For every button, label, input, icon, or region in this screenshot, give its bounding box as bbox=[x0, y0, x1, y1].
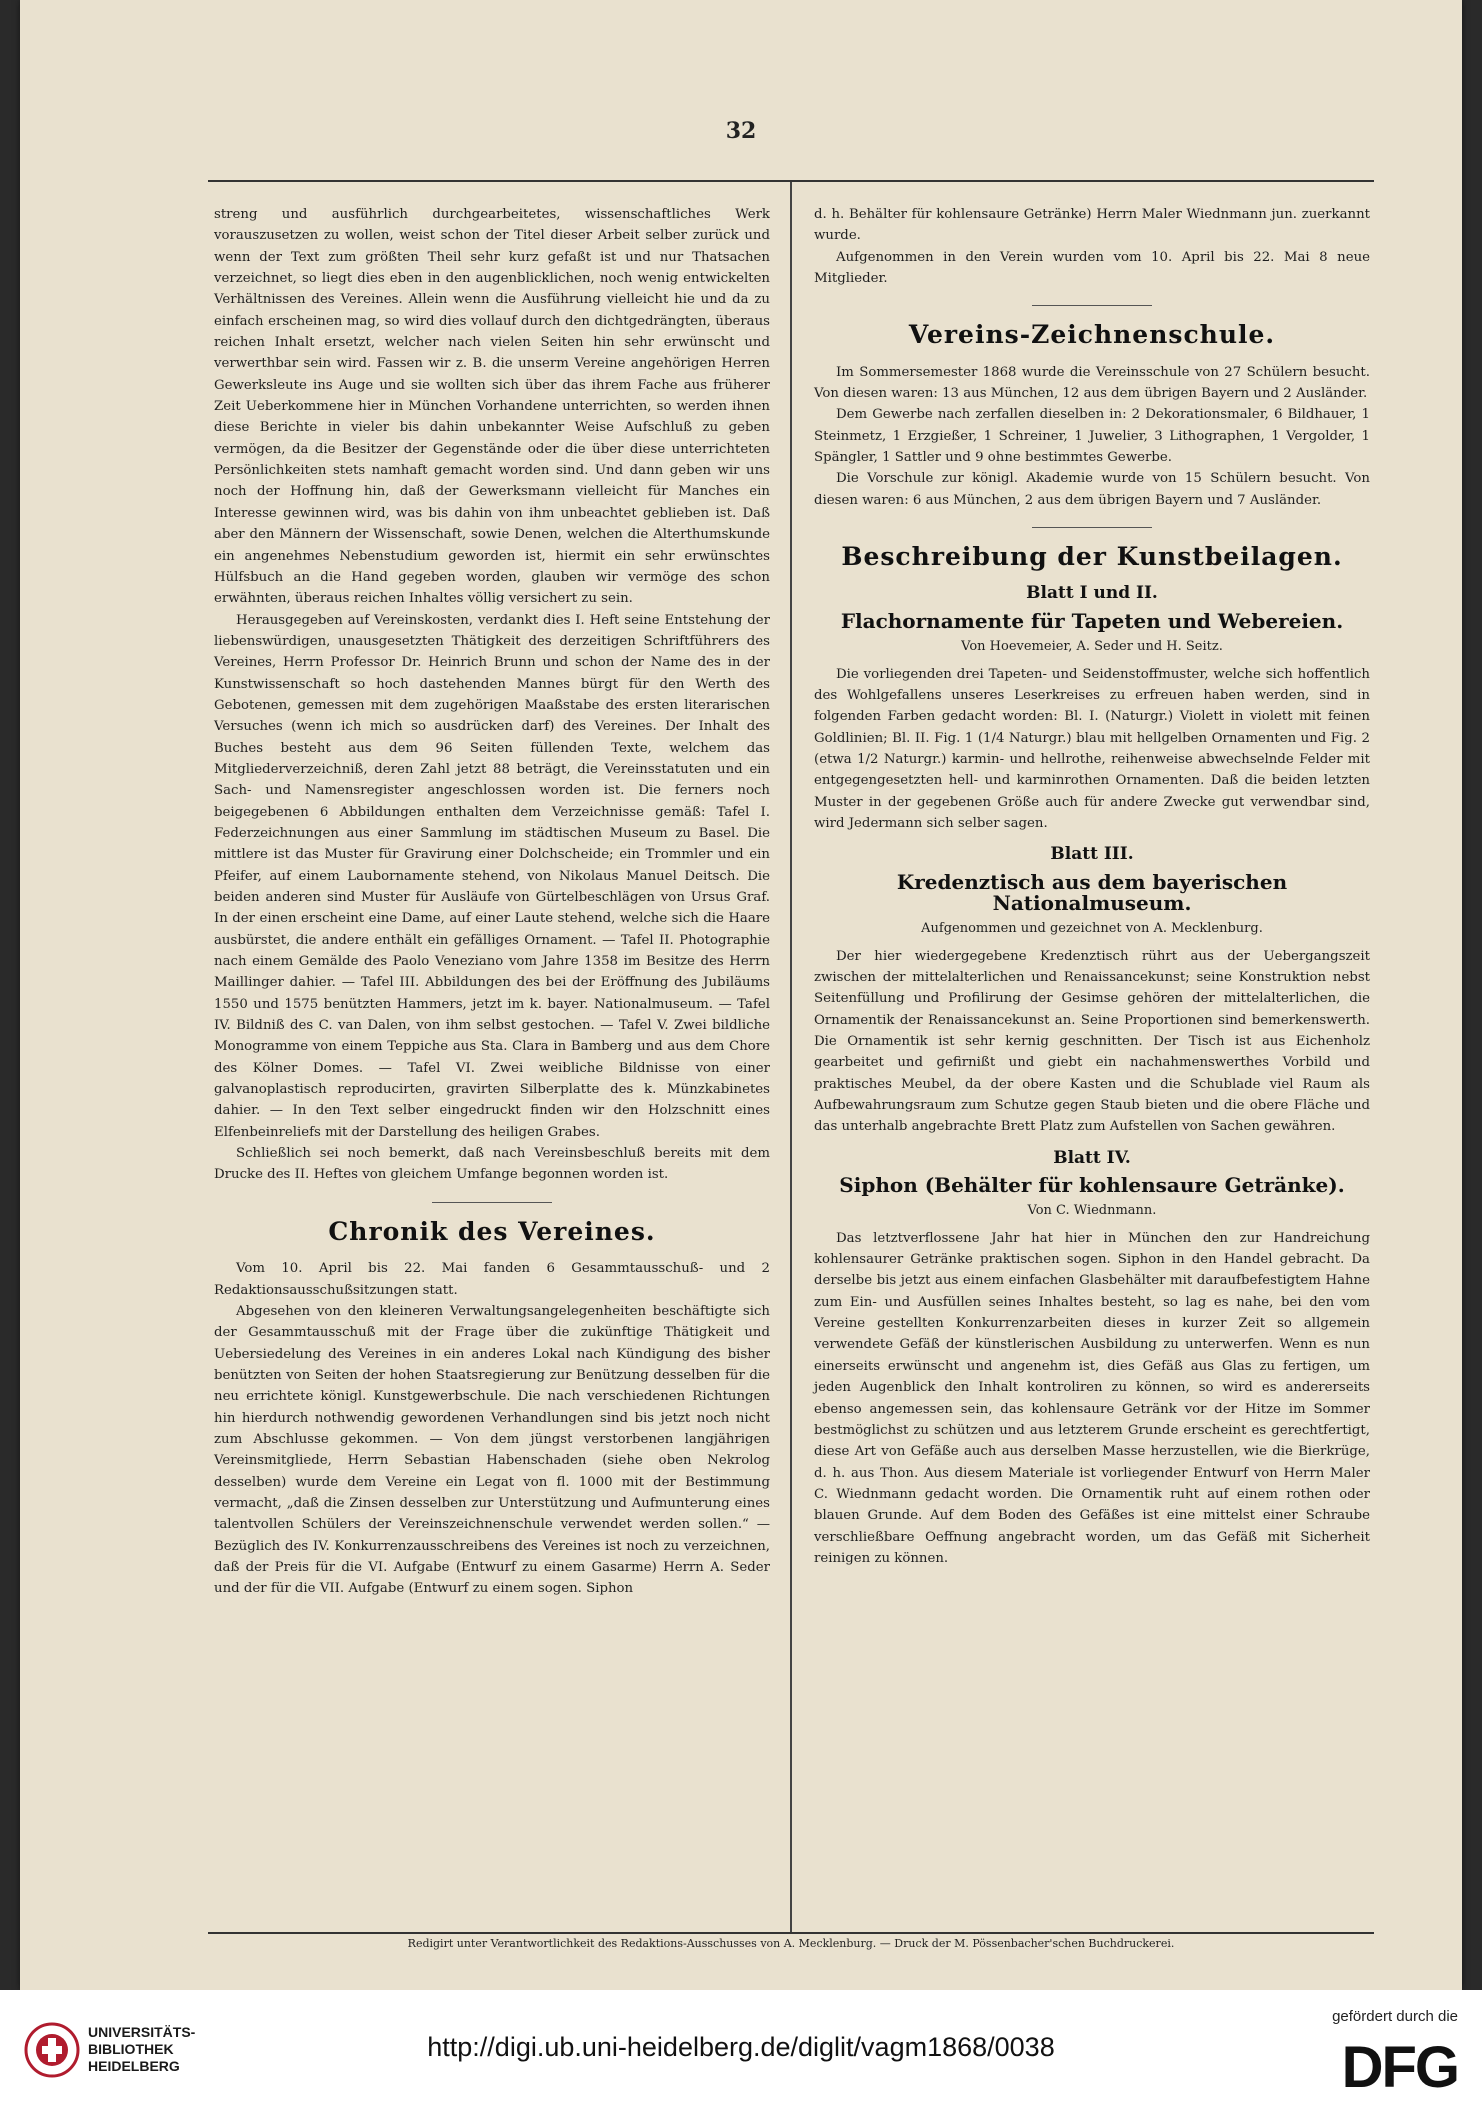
left-paragraph: streng und ausführlich durchgearbeitetes, wissenschaftliches Werk vorauszusetzen zu wollen, weist schon der Titel dieser Arbeit selber zurück und wenn der Text zum größten Theil sehr kurz gefaßt ist und nur Thatsachen verzeichnet, so liegt dies eben in den augenblicklichen, noch wenig entwickelten Verhältnissen des Vereines. Allein wenn die Ausführung vielleicht hie und da zu einfach erscheinen mag, so wird dies vollauf durch den dichtgedrängten, überaus reichen Inhalt ersetzt, welcher nach vielen Seiten hin sehr erwünscht und verwerthbar sein wird. Fassen wir z. B. die unserm Vereine angehörigen Herren Gewerksleute ins Auge und sie wollten sich über das ihrem Fache aus früherer Zeit Ueberkommene hier in München Vorhandene unterrichten, so werden ihnen diese Berichte in vieler bis dahin unbekannter Weise Aufschluß zu geben vermögen, da die Besitzer der Gegenstände oder die über diese unterrichteten Persönlichkeiten stets namhaft gemacht worden sind. Und dann geben wir uns noch der Hoffnung hin, daß der Gewerksmann vielleicht für Manches ein Interesse gewinnen wird, was bis dahin von ihm unbeachtet geblieben ist. Daß aber den Männern der Wissenschaft, sowie Denen, welchen die Alterthumskunde ein angenehmes Nebenstudium geworden ist, hiermit ein sehr erwünschtes Hülfsbuch an die Hand gegeben worden, glauben wir vermöge des schon erwähnten, überaus reichen Inhaltes völlig versichert zu sein. bbox=[214, 207, 770, 607]
text-frame bbox=[208, 180, 1374, 1934]
logo-line: UNIVERSITÄTS- bbox=[88, 2024, 196, 2040]
blatt-byline: Von Hoevemeier, A. Seder und H. Seitz. bbox=[961, 639, 1223, 655]
chronik-title: Chronik des Vereines. bbox=[328, 1216, 656, 1246]
blatt-title: Flachornamente für Tapeten und Webereien. bbox=[840, 608, 1344, 633]
section-rule bbox=[1032, 527, 1152, 528]
right-paragraph: Aufgenommen in den Verein wurden vom 10. April bis 22. Mai 8 neue Mitglieder. bbox=[814, 249, 1370, 287]
schule-paragraph: Dem Gewerbe nach zerfallen dieselben in: 2 Dekorationsmaler, 6 Bildhauer, 1 Steinmetz, 1 Erzgießer, 1 Schreiner, 1 Juwelier, 3 Lithographen, 1 Vergolder, 1 Spängler, 1 Sattler und 9 ohne bestimmtes Gewerbe. bbox=[814, 407, 1370, 466]
blatt-label: Blatt IV. bbox=[1053, 1147, 1131, 1168]
dfg-logo[interactable]: DFG bbox=[1341, 2035, 1458, 2100]
schule-paragraph: Im Sommersemester 1868 wurde die Vereinsschule von 27 Schülern besucht. Von diesen waren: 13 aus München, 12 aus dem übrigen Bayern und 2 Ausländer. bbox=[814, 364, 1370, 402]
chronik-paragraph: Vom 10. April bis 22. Mai fanden 6 Gesammtausschuß- und 2 Redaktionsausschußsitzungen statt. bbox=[214, 1261, 770, 1298]
blatt-text: Die vorliegenden drei Tapeten- und Seidenstoffmuster, welche sich hoffentlich des Wohlgefallens unseres Leserkreises zu erfreuen haben werden, sind in folgenden Farben gedacht worden: Bl. I. (Naturgr.) Violett in violett mit feinen Goldlinien; Bl. II. Fig. 1 (1/4 Naturgr.) blau mit hellgelben Ornamenten und Fig. 2 (etwa 1/2 Naturgr.) karmin- und hellrothe, reihenweise abwechselnde Felder mit entgegengesetzten hell- und karminrothen Ornamenten. Daß die beiden letzten Muster in der gegebenen Größe auch für andere Zwecke gut verwendbar sind, wird Jedermann sich selber sagen. bbox=[814, 666, 1370, 831]
blatt-byline: Von C. Wiednmann. bbox=[1027, 1203, 1157, 1219]
schule-title: Vereins-Zeichnenschule. bbox=[908, 320, 1276, 350]
blatt-title: Kredenztisch aus dem bayerischen Nationalmuseum. bbox=[896, 869, 1288, 915]
left-paragraph: Schließlich sei noch bemerkt, daß nach Vereinsbeschluß bereits mit dem Drucke des II. Heftes von gleichem Umfange begonnen worden ist. bbox=[214, 1146, 770, 1183]
scanned-page bbox=[20, 0, 1462, 1990]
page-number: 32 bbox=[725, 118, 757, 144]
beilagen-title: Beschreibung der Kunstbeilagen. bbox=[841, 542, 1343, 572]
blatt-byline: Aufgenommen und gezeichnet von A. Mecklenburg. bbox=[921, 921, 1263, 937]
left-column bbox=[214, 204, 770, 1600]
column-divider bbox=[790, 182, 792, 1932]
schule-paragraph: Die Vorschule zur königl. Akademie wurde von 15 Schülern besucht. Von diesen waren: 6 aus München, 2 aus dem übrigen Bayern und 7 Ausländer. bbox=[814, 471, 1370, 508]
logo-line: BIBLIOTHEK bbox=[88, 2041, 174, 2057]
permalink-url[interactable]: http://digi.ub.uni-heidelberg.de/diglit/vagm1868/0038 bbox=[427, 2032, 1055, 2062]
blatt-label: Blatt III. bbox=[1050, 844, 1134, 865]
blatt-label: Blatt I und II. bbox=[1026, 583, 1158, 604]
blatt-text: Das letztverflossene Jahr hat hier in München den zur Handreichung kohlensaurer Getränke praktischen sogen. Siphon in den Handel gebracht. Da derselbe bis jetzt aus einem einfachen Glasbehälter mit daraufbefestigtem Hahne zum Ein- und Ausfüllen seines Inhaltes besteht, so lag es nahe, bei den vom Vereine gestellten Konkurrenzarbeiten dieses in kurzer Zeit so allgemein verwendete Gefäß der künstlerischen Ausbildung zu unterwerfen. Wenn es nun einerseits erwünscht und angenehm ist, dies Gefäß aus Glas zu fertigen, um jeden Augenblick den Inhalt kontroliren zu können, so wird es andererseits ebenso angemessen sein, das kohlensaure Getränk vor der Hitze im Sommer bestmöglichst zu schützen und aus letzterem Grunde erscheint es gerechtfertigt, diese Art von Gefäße auch aus derselben Masse herzustellen, wie die Bierkrüge, d. h. aus Thon. Aus diesem Materiale ist vorliegender Entwurf von Herrn Maler C. Wiednmann gedacht worden. Die Ornamentik ruht auf einem rothen oder blauen Grunde. Auf dem Boden des Gefäßes ist eine mittelst einer Schraube verschließbare Oeffnung angebracht worden, um das Gefäß mit Sicherheit reinigen zu können. bbox=[814, 1230, 1370, 1566]
right-paragraph: d. h. Behälter für kohlensaure Getränke) Herrn Maler Wiednmann jun. zuerkannt wurde. bbox=[814, 207, 1370, 244]
viewer-footer-bar bbox=[0, 1990, 1482, 2123]
section-rule bbox=[432, 1202, 552, 1203]
logo-line: HEIDELBERG bbox=[88, 2058, 180, 2074]
imprint-line: Redigirt unter Verantwortlichkeit des Redaktions-Ausschusses von A. Mecklenburg. — Druck der M. Pössenbacher'schen Buchdruckerei. bbox=[407, 1937, 1175, 1950]
blatt-title: Siphon (Behälter für kohlensaure Getränke). bbox=[839, 1173, 1345, 1198]
right-column bbox=[814, 204, 1370, 1569]
funded-by-label: gefördert durch die bbox=[1332, 2008, 1458, 2025]
chronik-paragraph: Abgesehen von den kleineren Verwaltungsangelegenheiten beschäftigte sich der Gesammtausschuß mit der Frage über die zukünftige Thätigkeit und Uebersiedelung des Vereines in ein anderes Lokal nach Kündigung des bisher benützten von Seiten der hohen Staatsregierung zur Benützung desselben für die neu errichtete königl. Kunstgewerbschule. Die nach verschiedenen Richtungen hin hierdurch nothwendig gewordenen Verhandlungen sind bis jetzt noch nicht zum Abschlusse gekommen. — Von dem jüngst verstorbenen langjährigen Vereinsmitgliede, Herrn Sebastian Habenschaden (siehe oben Nekrolog desselben) wurde dem Vereine ein Legat von fl. 1000 mit der Bestimmung vermacht, „daß die Zinsen desselben zur Unterstützung und Aufmunterung eines talentvollen Schülers der Vereinszeichnenschule verwendet werden sollen.“ — Bezüglich des IV. Konkurrenzausschreibens des Vereines ist noch zu verzeichnen, daß der Preis für die VI. Aufgabe (Entwurf zu einem Gasarme) Herrn A. Seder und der für die VII. Aufgabe (Entwurf zu einem sogen. Siphon bbox=[214, 1303, 770, 1597]
left-paragraph: Herausgegeben auf Vereinskosten, verdankt dies I. Heft seine Entstehung der liebenswürdigen, unausgesetzten Thätigkeit des derzeitigen Schriftführers des Vereines, Herrn Professor Dr. Heinrich Brunn und schon der Name des in der Kunstwissenschaft so hoch dastehenden Mannes bürgt für den Werth des Gebotenen, gemessen mit dem zugehörigen Maaßstabe des ersten literarischen Versuches (wenn ich mich so ausdrücken darf) des Vereines. Der Inhalt des Buches besteht aus dem 96 Seiten füllenden Texte, welchem das Mitgliederverzeichniß, deren Zahl jetzt 88 beträgt, die Vereinsstatuten und ein Sach- und Namensregister angeschlossen worden ist. Die ferners noch beigegebenen 6 Abbildungen enthalten dem Verzeichnisse gemäß: Tafel I. Federzeichnungen aus einer Sammlung im städtischen Museum zu Basel. Die mittlere ist das Muster für Gravirung einer Dolchscheide; ein Trommler und ein Pfeifer, auf einem Laubornamente stehend, von Nikolaus Manuel Deitsch. Die beiden anderen sind Muster für Ausläufe von Gürtelbeschlägen von Ursus Graf. In der einen erscheint eine Dame, auf einer Laute stehend, welche sich die Haare ausbürstet, die andere enthält ein gefälliges Ornament. — Tafel II. Photographie nach einem Gemälde des Paolo Veneziano vom Jahre 1358 im Besitze des Herrn Maillinger dahier. — Tafel III. Abbildungen des bei der Eröffnung des Jubiläums 1550 und 1575 benützten Hammers, jetzt im k. bayer. Nationalmuseum. — Tafel IV. Bildniß des C. van Dalen, von ihm selbst gestochen. — Tafel V. Zwei bildliche Monogramme von einem Teppiche aus Sta. Clara in Bamberg und aus dem Chore des Kölner Domes. — Tafel VI. Zwei weibliche Bildnisse von einer galvanoplastisch reproducirten, gravirten Silberplatte des k. Münzkabinetes dahier. — In den Text selber eingedruckt finden wir den Holzschnitt eines Elfenbeinreliefs mit der Darstellung des heiligen Grabes. bbox=[214, 612, 770, 1140]
section-rule bbox=[1032, 305, 1152, 306]
blatt-text: Der hier wiedergegebene Kredenztisch rührt aus der Uebergangszeit zwischen der mittelalterlichen und Renaissancekunst; seine Konstruktion nebst Seitenfüllung und Profilirung der Gesimse gehören der mittelalterlichen, die Ornamentik der Renaissancekunst an. Seine Proportionen sind bemerkenswerth. Die Ornamentik ist sehr kernig geschnitten. Der Tisch ist aus Eichenholz gearbeitet und gefirnißt und giebt ein nachahmenswerthes Vorbild und praktisches Meubel, da der obere Kasten und die Schublade viel Raum als Aufbewahrungsraum zum Schutze gegen Staub bieten und die obere Fläche und das unterhalb angebrachte Brett Platz zum Aufstellen von Sachen gewähren. bbox=[814, 948, 1370, 1135]
